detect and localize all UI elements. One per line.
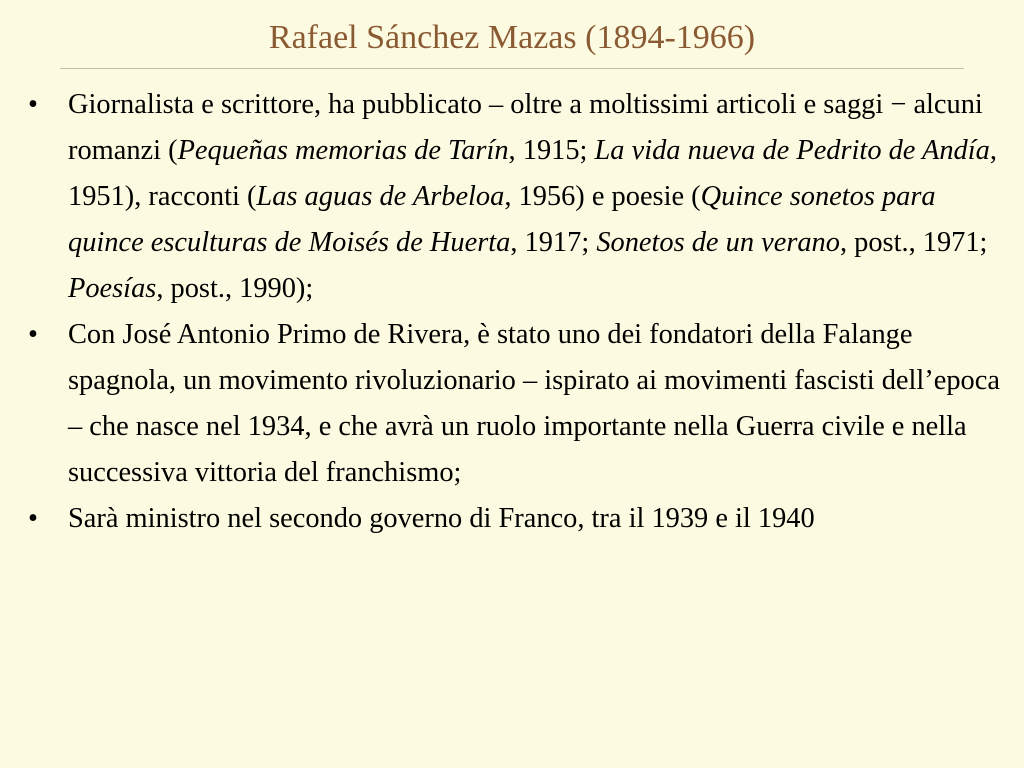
text-run: , 1915; <box>508 135 595 166</box>
bullet-item <box>28 82 1010 312</box>
text-run: , 1917; <box>510 227 597 258</box>
book-title: Pequeñas memorias de Tarín <box>177 135 509 166</box>
bullet-text <box>68 89 997 304</box>
slide-title: Rafael Sánchez Mazas (1894-1966) <box>268 19 756 56</box>
bullet-text <box>68 319 1000 488</box>
text-run: Sarà ministro nel secondo governo di Franco, tra il 1939 e il 1940 <box>68 503 815 534</box>
bullet-marker: • <box>28 319 38 350</box>
book-title: Quince sonetos para quince esculturas de Moisés de Huerta <box>68 181 936 258</box>
bullet-list <box>28 82 1010 542</box>
text-run: , post., 1990); <box>156 273 314 304</box>
book-title: Las aguas de Arbeloa <box>256 181 505 212</box>
bullet-item <box>28 312 1010 496</box>
text-run: , 1956) e poesie ( <box>504 181 701 212</box>
text-run: , 1951), racconti ( <box>68 135 997 212</box>
bullet-marker: • <box>28 503 38 534</box>
book-title: Poesías <box>68 273 157 304</box>
book-title: La vida nueva de Pedrito de Andía <box>594 135 990 166</box>
title-divider <box>60 68 964 69</box>
text-run: , post., 1971; <box>839 227 988 258</box>
bullet-marker: • <box>28 89 38 120</box>
text-run: Con José Antonio Primo de Rivera, è stato uno dei fondatori della Falange spagnola, un movimento rivoluzionario – ispirato ai movimenti fascisti dell’epoca – che nasce nel 1934, e che avrà un ruolo importante nella Guerra civile e nella successiva vittoria del franchismo; <box>68 319 1000 488</box>
text-run: Giornalista e scrittore, ha pubblicato – oltre a moltissimi articoli e saggi − alcuni romanzi ( <box>68 89 983 166</box>
bullet-text <box>68 503 815 534</box>
book-title: Sonetos de un verano <box>596 227 840 258</box>
bullet-item <box>28 496 1010 542</box>
